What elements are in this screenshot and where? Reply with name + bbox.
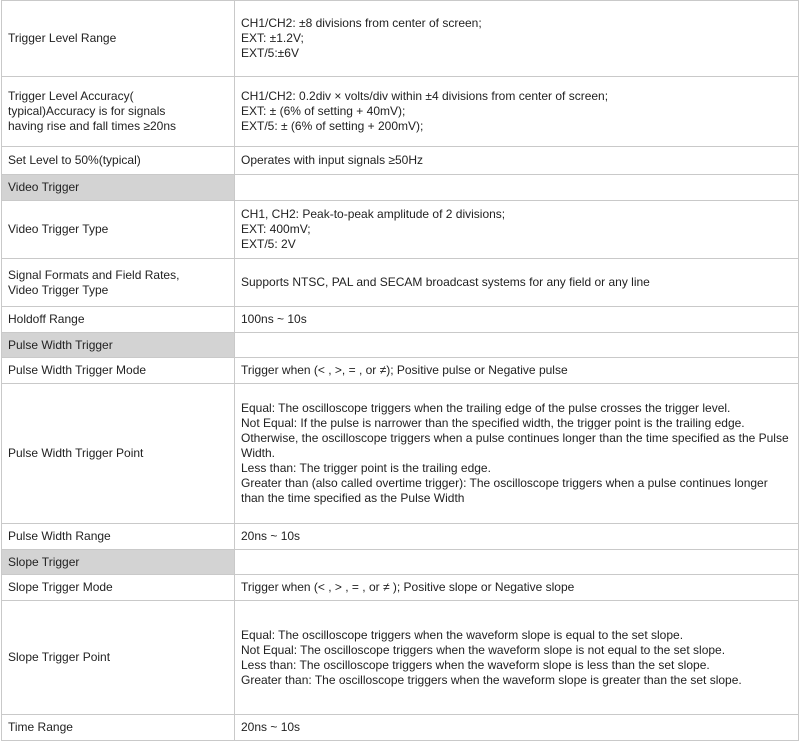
row-value: Equal: The oscilloscope triggers when the waveform slope is equal to the set slope. Not Equal: The oscilloscope triggers when the waveform slope is not equal to the set slope. Less than: The oscilloscope triggers when the waveform slope is less than the set slope. Greater than: The oscilloscope triggers when the waveform slope is greater than the set slope. bbox=[235, 601, 799, 715]
section-title: Pulse Width Trigger bbox=[2, 333, 235, 358]
table-row bbox=[2, 201, 799, 259]
row-label: Pulse Width Range bbox=[2, 524, 235, 550]
spec-table bbox=[1, 0, 799, 741]
row-label: Pulse Width Trigger Point bbox=[2, 384, 235, 524]
row-value: 20ns ~ 10s bbox=[235, 524, 799, 550]
row-value: Equal: The oscilloscope triggers when the trailing edge of the pulse crosses the trigger level. Not Equal: If the pulse is narrower than the specified width, the trigger point is the trailing edge. Otherwise, the oscilloscope triggers when a pulse continues longer than the time specified as the Pulse Width. Less than: The trigger point is the trailing edge. Greater than (also called overtime trigger): The oscilloscope triggers when a pulse continues longer than the time specified as the Pulse Width bbox=[235, 384, 799, 524]
table-row bbox=[2, 147, 799, 175]
row-label: Trigger Level Range bbox=[2, 1, 235, 77]
row-value: CH1/CH2: 0.2div × volts/div within ±4 divisions from center of screen; EXT: ± (6% of setting + 40mV); EXT/5: ± (6% of setting + 200mV); bbox=[235, 77, 799, 147]
row-value: 100ns ~ 10s bbox=[235, 307, 799, 333]
row-label: Time Range bbox=[2, 715, 235, 741]
table-row bbox=[2, 77, 799, 147]
row-label: Video Trigger Type bbox=[2, 201, 235, 259]
table-row bbox=[2, 524, 799, 550]
row-label: Signal Formats and Field Rates, Video Trigger Type bbox=[2, 259, 235, 307]
row-value: CH1, CH2: Peak-to-peak amplitude of 2 divisions; EXT: 400mV; EXT/5: 2V bbox=[235, 201, 799, 259]
table-row bbox=[2, 259, 799, 307]
row-label: Slope Trigger Mode bbox=[2, 575, 235, 601]
section-header-row bbox=[2, 333, 799, 358]
row-value: Operates with input signals ≥50Hz bbox=[235, 147, 799, 175]
table-row bbox=[2, 358, 799, 384]
section-value bbox=[235, 333, 799, 358]
section-title: Slope Trigger bbox=[2, 550, 235, 575]
table-row bbox=[2, 307, 799, 333]
row-label: Holdoff Range bbox=[2, 307, 235, 333]
row-value: Trigger when (< , > , = , or ≠ ); Positive slope or Negative slope bbox=[235, 575, 799, 601]
section-title: Video Trigger bbox=[2, 175, 235, 201]
section-header-row bbox=[2, 175, 799, 201]
table-row bbox=[2, 384, 799, 524]
row-label: Slope Trigger Point bbox=[2, 601, 235, 715]
row-label: Trigger Level Accuracy( typical)Accuracy is for signals having rise and fall times ≥20ns bbox=[2, 77, 235, 147]
section-value bbox=[235, 550, 799, 575]
table-row bbox=[2, 1, 799, 77]
section-header-row bbox=[2, 550, 799, 575]
row-label: Set Level to 50%(typical) bbox=[2, 147, 235, 175]
section-value bbox=[235, 175, 799, 201]
table-row bbox=[2, 715, 799, 741]
row-value: 20ns ~ 10s bbox=[235, 715, 799, 741]
row-label: Pulse Width Trigger Mode bbox=[2, 358, 235, 384]
row-value: CH1/CH2: ±8 divisions from center of screen; EXT: ±1.2V; EXT/5:±6V bbox=[235, 1, 799, 77]
table-row bbox=[2, 575, 799, 601]
table-row bbox=[2, 601, 799, 715]
row-value: Trigger when (< , >, = , or ≠); Positive pulse or Negative pulse bbox=[235, 358, 799, 384]
row-value: Supports NTSC, PAL and SECAM broadcast systems for any field or any line bbox=[235, 259, 799, 307]
